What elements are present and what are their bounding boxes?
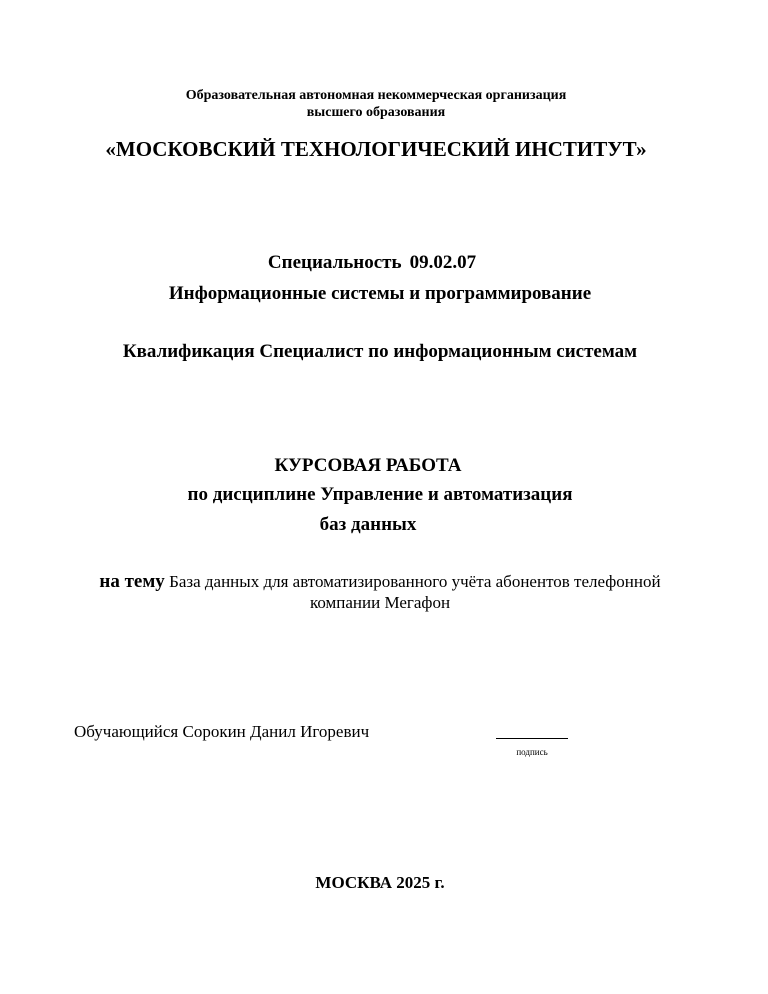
- city-year: МОСКВА 2025 г.: [315, 873, 445, 892]
- topic-text-1: База данных для автоматизированного учёта абонентов телефонной: [169, 572, 661, 591]
- student-name: Обучающийся Сорокин Данил Игоревич: [74, 722, 370, 741]
- organization-line-1: Образовательная автономная некоммерческая организация: [185, 88, 567, 103]
- institute-name: «МОСКОВСКИЙ ТЕХНОЛОГИЧЕСКИЙ ИНСТИТУТ»: [105, 137, 647, 161]
- organization-line-2: высшего образования: [306, 105, 446, 120]
- coursework-title: КУРСОВАЯ РАБОТА: [274, 455, 462, 476]
- qualification-line: Квалификация Специалист по информационным системам: [122, 341, 638, 362]
- topic-line-1: [0, 571, 764, 593]
- topic-label: на тему: [99, 571, 165, 592]
- specialty-code: 09.02.07: [409, 252, 477, 273]
- signature-caption: подпись: [516, 747, 548, 757]
- discipline-line-2: баз данных: [319, 514, 417, 535]
- specialty-name: Информационные системы и программирование: [168, 283, 592, 304]
- signature-line: [496, 738, 568, 739]
- discipline-line-1: по дисциплине Управление и автоматизация: [187, 484, 573, 505]
- topic-line-2: компании Мегафон: [309, 593, 451, 612]
- specialty-label: Специальность: [267, 252, 402, 273]
- specialty-line: [0, 252, 756, 274]
